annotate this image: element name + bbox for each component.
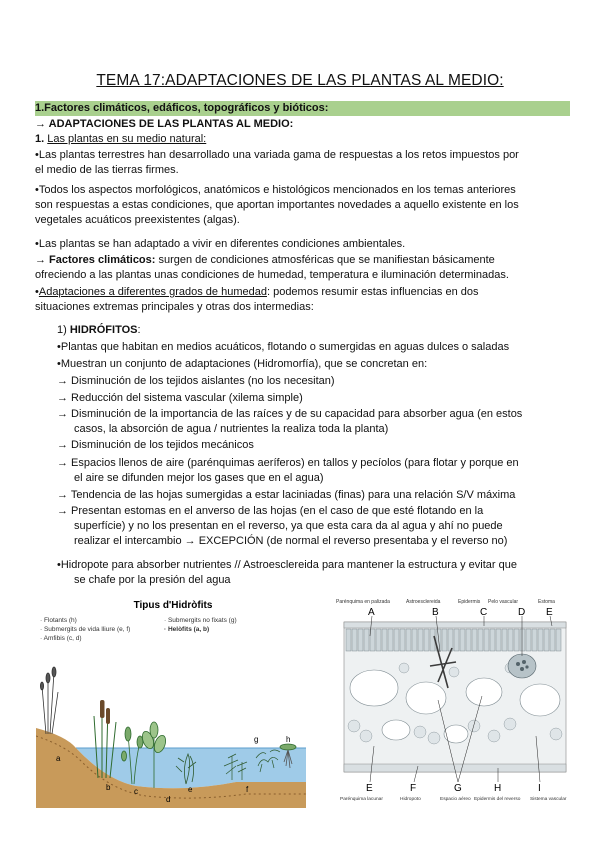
legend-item: · Helòfits (a, b) — [164, 626, 210, 633]
plant-letter-d: d — [166, 795, 171, 804]
humidity-label: Adaptaciones a diferentes grados de humedad — [38, 286, 267, 298]
hydro-line: → Reducción del sistema vascular (xilema simple) — [57, 392, 303, 404]
hydro-line: casos, la absorción de agua / nutrientes la realiza toda la planta) — [74, 423, 389, 435]
plant-letter-h: h — [286, 735, 291, 744]
lower-epidermis — [344, 764, 566, 772]
hydro-line: se chafe por la presión del agua — [74, 574, 231, 586]
hydro-line: → Disminución de los tejidos aislantes (no los necesitan) — [57, 375, 335, 387]
point-1-heading — [35, 132, 570, 147]
hydro-line: → Presentan estomas en el anverso de las hojas (en el caso de que esté flotando en la — [57, 505, 484, 517]
top-label: Epidermis — [458, 599, 481, 605]
hydrophyte-types-figure — [36, 596, 306, 808]
hydro-line: •Hidropote para absorber nutrientes // Astroesclereida para mantener la estructura y evitar que — [57, 559, 517, 571]
hydro-line: → Espacios llenos de aire (parénquimas aeríferos) en tallos y pecíolos (para flotar y porque en — [57, 457, 519, 469]
bottom-label: Epidermis del reverso — [474, 797, 521, 802]
vascular-bundle — [508, 654, 536, 678]
hydrophytes-label: HIDRÓFITOS — [69, 324, 138, 336]
bottom-label: Parénquima lacunar — [340, 797, 383, 802]
bottom-letter: F — [410, 783, 417, 794]
text-line: •Las plantas se han adaptado a vivir en diferentes condiciones ambientales. — [35, 238, 406, 250]
figure-title: Tipus d'Hidròfits — [133, 600, 213, 611]
top-label: Astroesclereida — [406, 599, 441, 605]
text-line: son respuestas a estas condiciones, que aportan importantes novedades a aquello existente en los — [35, 199, 519, 211]
top-letter: E — [546, 607, 553, 618]
plant-letter-a: a — [56, 754, 61, 763]
hydrophytes-number: 1) — [57, 324, 70, 336]
section-heading: 1.Factores climáticos, edáficos, topográficos y bióticos: — [35, 102, 329, 114]
plant-letter-f: f — [246, 785, 249, 794]
text-line: ofreciendo a las plantas unas condiciones de humedad, temperatura e iluminación determinadas. — [35, 269, 509, 281]
hydro-line: •Muestran un conjunto de adaptaciones (Hidromorfía), que se concretan en: — [57, 358, 428, 370]
hydro-line: el aire se difunden mejor los gases que en el agua) — [74, 472, 324, 484]
plant-letter-g: g — [254, 735, 259, 744]
text-line: •Las plantas terrestres han desarrollado una variada gama de respuestas a los retos impuestos por — [35, 149, 519, 161]
point-1-number: 1. — [35, 133, 45, 145]
top-letter: B — [432, 607, 439, 618]
top-label: Parénquima en palizada — [336, 599, 390, 605]
top-letter: D — [518, 607, 526, 618]
bottom-letter: H — [494, 783, 502, 794]
hydro-line: realizar el intercambio → EXCEPCIÓN (de normal el reverso presentaba y el reverso no) — [74, 535, 508, 547]
bottom-label: Sistema vascular — [530, 797, 567, 802]
bottom-letter: G — [454, 783, 462, 794]
point-1-label: Las plantas en su medio natural: — [47, 133, 207, 145]
climatic-factors-label: → Factores climáticos: — [35, 254, 156, 266]
legend-item: · Amfibis (c, d) — [40, 635, 82, 642]
plant-letter-b: b — [106, 783, 111, 792]
top-label: Estoma — [538, 599, 555, 605]
hydrophytes-colon: : — [137, 324, 141, 336]
text-line: •Todos los aspectos morfológicos, anatómicos e histológicos mencionados en los temas anteriores — [35, 184, 516, 196]
humidity-text: : podemos resumir estas influencias en dos — [266, 286, 479, 298]
leaf-cross-section-figure — [334, 596, 570, 802]
legend-item: · Submergits de vida lliure (e, f) — [40, 626, 131, 633]
text-line: vegetales acuáticos preexistentes (algas). — [35, 214, 240, 226]
page-title: TEMA 17:ADAPTACIONES DE LAS PLANTAS AL MEDIO: — [96, 72, 504, 89]
upper-epidermis — [344, 622, 566, 628]
humidity-line — [35, 285, 570, 300]
bottom-letter: I — [538, 783, 541, 794]
bottom-label: Hidropoto — [400, 797, 421, 802]
plant-a-helophyte — [40, 667, 58, 734]
legend-item: · Flotants (h) — [40, 617, 77, 624]
hydro-line: → Disminución de la importancia de las raíces y de su capacidad para absorber agua (en estos — [57, 408, 523, 420]
bottom-label: Espacio aéreo — [440, 797, 471, 802]
text-line: el medio de las tierras firmes. — [35, 164, 179, 176]
hydro-line: → Disminución de los tejidos mecánicos — [57, 439, 254, 451]
bullet: • — [35, 286, 39, 298]
text-line: situaciones extremas principales y otras dos intermedias: — [35, 301, 314, 313]
bottom-letter: E — [366, 783, 373, 794]
subheading: → ADAPTACIONES DE LAS PLANTAS AL MEDIO: — [35, 118, 294, 130]
hydrophytes-heading — [57, 323, 570, 338]
legend-item: · Submergits no fixats (g) — [164, 617, 237, 624]
climatic-factors-line — [35, 253, 570, 268]
top-letter: A — [368, 607, 375, 618]
plant-letter-c: c — [134, 787, 138, 796]
hydro-line: •Plantas que habitan en medios acuáticos, flotando o sumergidas en aguas dulces o saladas — [57, 341, 510, 353]
hydro-line: → Tendencia de las hojas sumergidas a estar laciniadas (finas) para una relación S/V máxima — [57, 489, 516, 501]
climatic-factors-text: surgen de condiciones atmosféricas que se manifiestan básicamente — [155, 254, 495, 266]
plant-letter-e: e — [188, 785, 193, 794]
top-letter: C — [480, 607, 488, 618]
top-label: Pelo vascular — [488, 599, 519, 605]
hydro-line: superfície) y no los presentan en el reverso, ya que esta cara da al agua y ahí no puede — [74, 520, 503, 532]
